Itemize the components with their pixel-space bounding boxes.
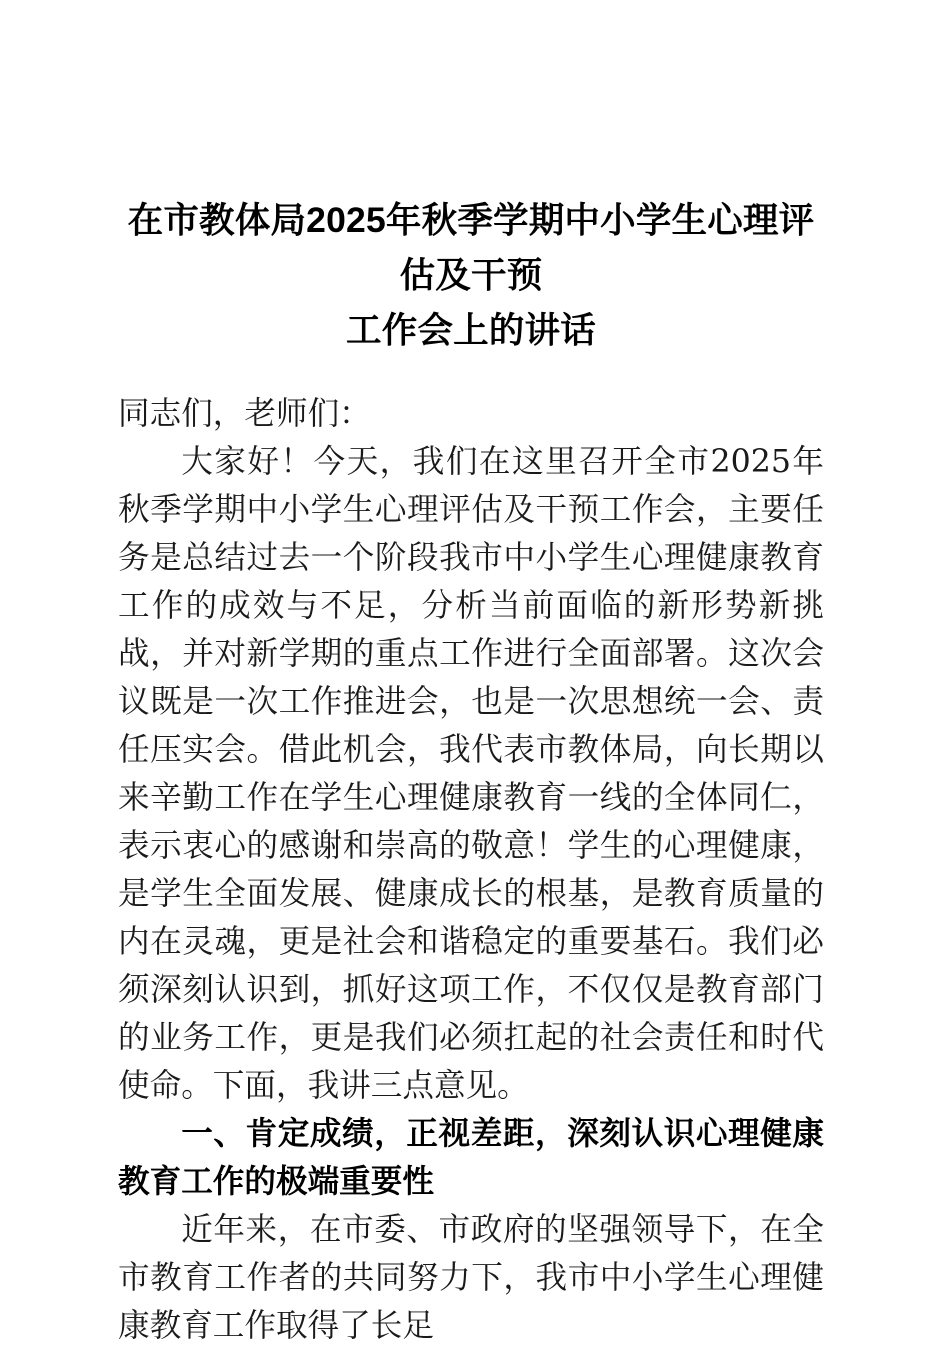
section-one-paragraph-one: 近年来，在市委、市政府的坚强领导下，在全市教育工作者的共同努力下，我市中小学生心理健康教育工作取得了长足 <box>118 1212 824 1344</box>
page-title-line-2: 工作会上的讲话 <box>346 310 596 350</box>
page-title <box>118 0 824 358</box>
section-heading-one: 一、肯定成绩，正视差距，深刻认识心理健康教育工作的极端重要性 <box>118 1115 824 1200</box>
opening-paragraph: 大家好！今天，我们在这里召开全市2025年秋季学期中小学生心理评估及干预工作会，主要任务是总结过去一个阶段我市中小学生心理健康教育工作的成效与不足，分析当前面临的新形势新挑战，并对新学期的重点工作进行全面部署。这次会议既是一次工作推进会，也是一次思想统一会、责任压实会。借此机会，我代表市教体局，向长期以来辛勤工作在学生心理健康教育一线的全体同仁，表示衷心的感谢和崇高的敬意！学生的心理健康，是学生全面发展、健康成长的根基，是教育质量的内在灵魂，更是社会和谐稳定的重要基石。我们必须深刻认识到，抓好这项工作，不仅仅是教育部门的业务工作，更是我们必须扛起的社会责任和时代使命。下面，我讲三点意见。 <box>118 444 824 1104</box>
page-title-line-1: 在市教体局2025年秋季学期中小学生心理评估及干预 <box>127 200 815 295</box>
document-content <box>118 0 824 1350</box>
document-body <box>118 358 824 1350</box>
salutation: 同志们，老师们： <box>118 396 371 432</box>
